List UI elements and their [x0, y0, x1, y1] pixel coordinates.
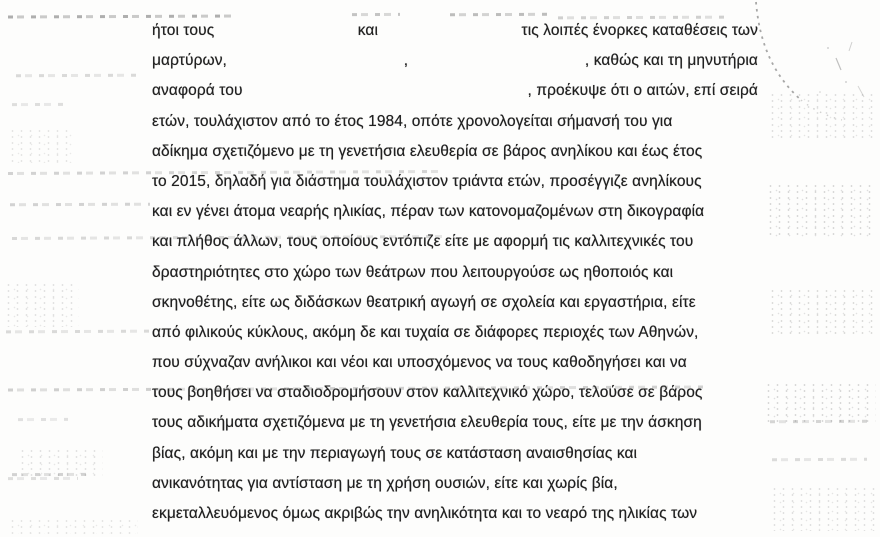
text-line — [152, 408, 758, 438]
scan-noise-speckles — [768, 92, 874, 140]
text-segment: και πλήθος άλλων, τους οποίους εντόπιζε είτε με αφορμή τις καλλιτεχνικές του — [152, 233, 694, 251]
text-segment: και εν γένει άτομα νεαρής ηλικίας, πέραν των κατονομαζομένων στη δικογραφία — [152, 203, 705, 221]
text-line — [152, 227, 758, 257]
text-segment: τους βοηθήσει να σταδιοδρομήσουν στον καλλιτεχνικό χώρο, τελούσε σε βάρος — [152, 384, 703, 402]
scan-noise-smudge — [450, 13, 550, 16]
text-segment: , καθώς και τη μηνυτήρια — [584, 52, 758, 70]
scan-noise-speckles — [770, 486, 875, 531]
scan-noise-smudge — [10, 203, 150, 207]
text-segment: και — [357, 22, 378, 39]
text-line — [152, 348, 758, 378]
scan-noise-smudge — [12, 103, 67, 106]
text-line — [152, 499, 758, 529]
text-segment: ανικανότητας για αντίσταση με τη χρήση ουσιών, είτε και χωρίς βία, — [152, 474, 618, 492]
text-segment: εκμεταλλευόμενος όμως ακριβώς την ανηλικότητα και το νεαρό της ηλικίας των — [152, 505, 698, 522]
text-line — [152, 469, 758, 499]
scan-noise-smudge — [772, 458, 867, 461]
text-segment: αδίκημα σχετιζόμενο με τη γενετήσια ελευθερία σε βάρος ανηλίκου και έως έτος — [152, 142, 703, 160]
text-line — [152, 16, 758, 46]
scan-noise-speckles — [766, 183, 876, 238]
scan-noise-smudge — [18, 418, 68, 421]
scan-noise-smudge — [16, 74, 136, 78]
scan-noise-speckles — [8, 518, 138, 534]
text-line — [152, 318, 758, 348]
text-segment: , — [403, 52, 409, 70]
text-line — [152, 439, 758, 469]
document-text — [152, 16, 758, 529]
text-segment: τους αδικήματα σχετιζόμενα με τη γενετήσια ελευθερία τους, είτε με την άσκηση — [152, 414, 702, 432]
text-line — [152, 197, 758, 227]
text-segment: σκηνοθέτης, είτε ως διδάσκων θεατρική αγωγή σε σχολεία και εργαστήρια, είτε — [152, 293, 696, 311]
scan-noise-speckles — [768, 288, 876, 338]
text-line — [152, 76, 758, 106]
scan-noise-speckles — [4, 282, 79, 327]
text-segment: δραστηριότητες στο χώρο των θεάτρων που λειτουργούσε ως ηθοποιός και — [152, 263, 674, 281]
text-segment: αναφορά του — [152, 82, 243, 100]
text-segment: ήτοι τους — [152, 22, 215, 39]
text-line — [152, 258, 758, 288]
text-line — [152, 46, 758, 76]
text-line — [152, 288, 758, 318]
scan-noise-speckles — [8, 128, 73, 163]
text-segment: το 2015, δηλαδή για διάστημα τουλάχιστον τριάντα ετών, προσέγγιζε ανηλίκους — [152, 172, 702, 190]
text-segment: από φιλικούς κύκλους, ακόμη δε και τυχαία σε διάφορες περιοχές των Αθηνών, — [152, 323, 699, 341]
text-line — [152, 378, 758, 408]
scan-noise-speckles — [18, 448, 103, 480]
scan-noise-smudge — [352, 13, 400, 16]
scan-noise-smudge — [6, 330, 151, 334]
text-segment: ετών, τουλάχιστον από το έτος 1984, οπότε χρονολογείται σήμανσή του για — [152, 112, 673, 130]
text-segment: βίας, ακόμη και με την περιαγωγή τους σε κατάσταση αναισθησίας και — [152, 444, 638, 462]
text-line — [152, 137, 758, 167]
text-segment: που σύχναζαν ανήλικοι και νέοι και υποσχόμενος να τους καθοδηγήσει και να — [152, 354, 687, 372]
scan-noise-speckles — [764, 382, 876, 422]
text-segment: , προέκυψε ότι ο αιτών, επί σειρά — [527, 82, 758, 100]
text-line — [152, 107, 758, 137]
text-segment: τις λοιπές ένορκες καταθέσεις των — [521, 22, 758, 39]
text-segment: μαρτύρων, — [152, 52, 227, 70]
